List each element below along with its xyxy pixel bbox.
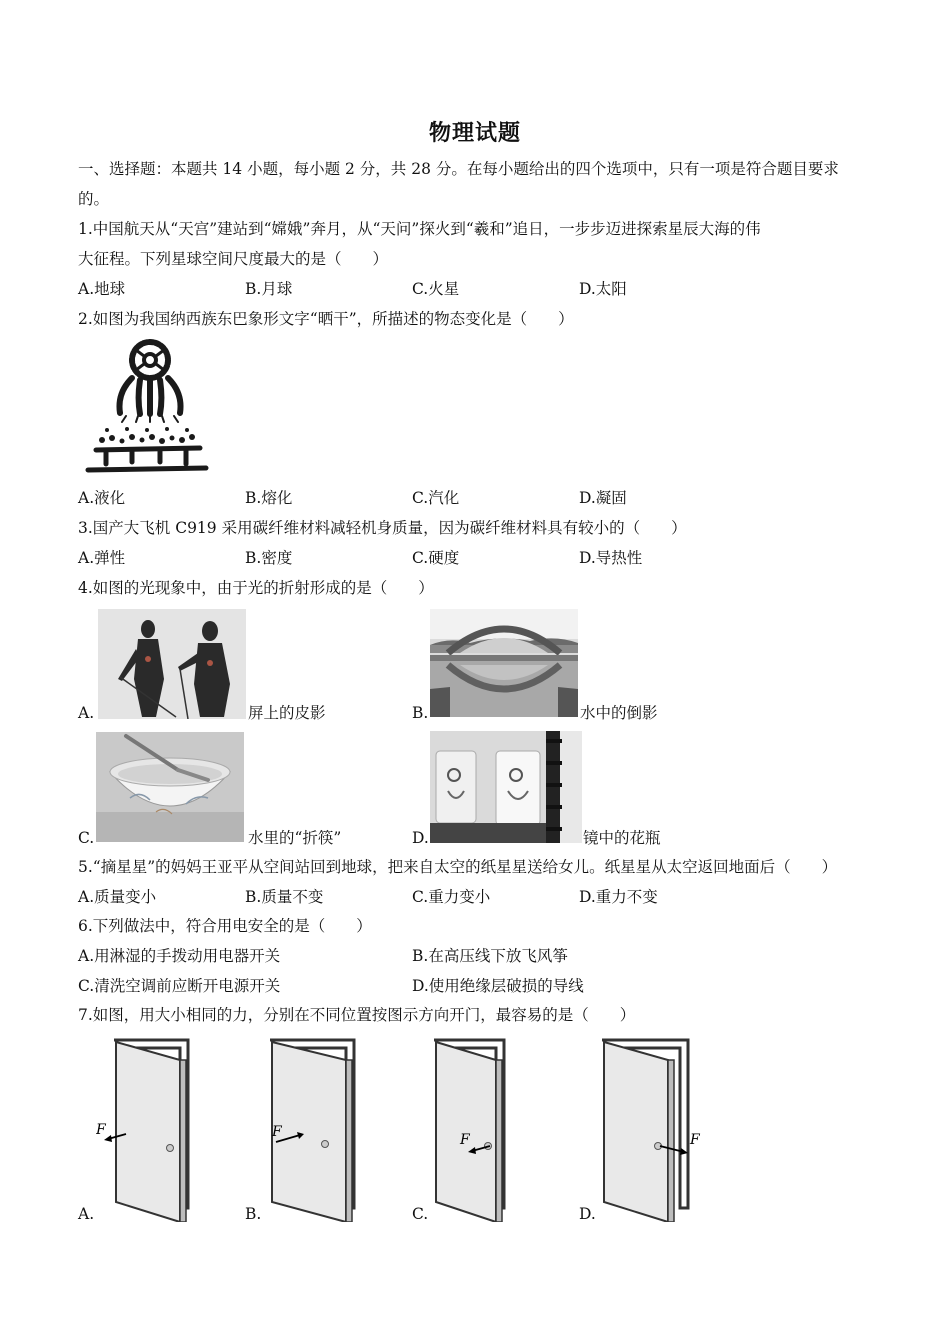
q7-option-d: D. <box>579 1205 596 1223</box>
q1-option-d: D.太阳 <box>579 280 627 298</box>
q6-stem: 6.下列做法中，符合用电安全的是（ ） <box>78 917 372 935</box>
q7-option-c: C. <box>412 1205 429 1223</box>
door-b-image <box>262 1038 372 1222</box>
door-d-image <box>596 1038 706 1222</box>
q5-option-c: C.重力变小 <box>412 888 491 906</box>
mirror-vase-image <box>430 731 582 843</box>
q6-option-c: C.清洗空调前应断开电源开关 <box>78 977 281 995</box>
q3-option-c: C.硬度 <box>412 549 460 567</box>
q1-option-a: A.地球 <box>78 280 126 298</box>
q4-option-d-letter: D. <box>412 829 429 847</box>
q6-option-b: B.在高压线下放飞风筝 <box>412 947 568 965</box>
q2-option-b: B.熔化 <box>245 489 293 507</box>
q5-option-a: A.质量变小 <box>78 888 157 906</box>
q4-option-c-letter: C. <box>78 829 95 847</box>
q1-option-c: C.火星 <box>412 280 460 298</box>
q5-option-b: B.质量不变 <box>245 888 324 906</box>
q4-option-b-letter: B. <box>412 704 429 722</box>
q3-option-a: A.弹性 <box>78 549 126 567</box>
q5-option-d: D.重力不变 <box>579 888 658 906</box>
q4-option-a-caption: 屏上的皮影 <box>248 704 326 722</box>
dongba-glyph-image <box>82 338 210 478</box>
bent-chopstick-image <box>96 732 244 842</box>
page-title: 物理试题 <box>428 121 521 146</box>
q7-option-a: A. <box>78 1205 95 1223</box>
q2-option-a: A.液化 <box>78 489 126 507</box>
q4-option-c-caption: 水里的“折筷” <box>248 829 342 847</box>
section-heading: 一、选择题：本题共 14 小题，每小题 2 分，共 28 分。在每小题给出的四个选项中，只有一项是符合题目要求 <box>78 160 839 178</box>
q6-option-a: A.用淋湿的手拨动用电器开关 <box>78 947 281 965</box>
bridge-reflection-image <box>430 609 578 717</box>
q4-stem: 4.如图的光现象中，由于光的折射形成的是（ ） <box>78 579 434 597</box>
door-a-image <box>96 1038 206 1222</box>
door-c-image <box>428 1038 538 1222</box>
q4-option-b-caption: 水中的倒影 <box>580 704 658 722</box>
force-label: F <box>96 1122 106 1138</box>
section-heading-cont: 的。 <box>78 190 110 208</box>
q4-option-a-letter: A. <box>78 704 95 722</box>
force-label: F <box>460 1132 470 1148</box>
q2-option-c: C.汽化 <box>412 489 460 507</box>
force-label: F <box>690 1132 700 1148</box>
q5-stem: 5.“摘星星”的妈妈王亚平从空间站回到地球，把来自太空的纸星星送给女儿。纸星星从太空返回地面后（ ） <box>78 858 838 876</box>
q2-stem: 2.如图为我国纳西族东巴象形文字“晒干”，所描述的物态变化是（ ） <box>78 310 574 328</box>
q4-option-d-caption: 镜中的花瓶 <box>583 829 661 847</box>
shadow-puppet-image <box>98 609 246 719</box>
q6-option-d: D.使用绝缘层破损的导线 <box>412 977 584 995</box>
q7-stem: 7.如图，用大小相同的力，分别在不同位置按图示方向开门，最容易的是（ ） <box>78 1006 636 1024</box>
q3-option-d: D.导热性 <box>579 549 643 567</box>
force-label: F <box>272 1124 282 1140</box>
q2-option-d: D.凝固 <box>579 489 627 507</box>
q3-stem: 3.国产大飞机 C919 采用碳纤维材料减轻机身质量，因为碳纤维材料具有较小的（ ） <box>78 519 687 537</box>
q3-option-b: B.密度 <box>245 549 293 567</box>
q1-stem: 1.中国航天从“天宫”建站到“嫦娥”奔月，从“天问”探火到“羲和”追日，一步步迈进探索星辰大海的伟 <box>78 220 761 238</box>
q7-option-b: B. <box>245 1205 262 1223</box>
q1-option-b: B.月球 <box>245 280 293 298</box>
q1-stem-cont: 大征程。下列星球空间尺度最大的是（ ） <box>78 250 389 268</box>
